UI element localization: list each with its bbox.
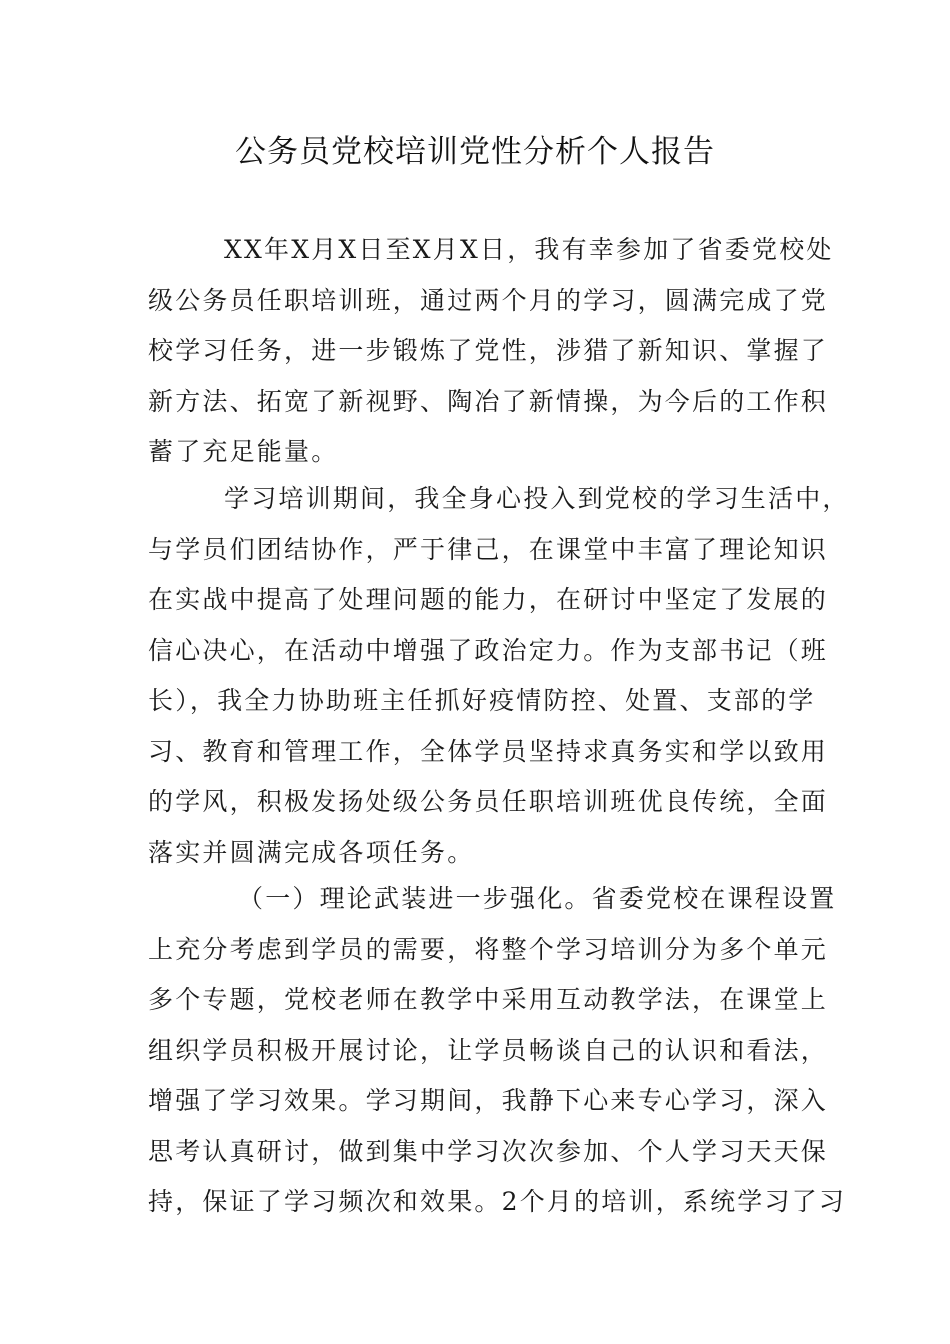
paragraph-3 <box>148 874 847 1228</box>
text-line: 增强了学习效果。学习期间，我静下心来专心学习，深入 <box>148 1086 829 1115</box>
text-line: 思考认真研讨，做到集中学习次次参加、个人学习天天保 <box>148 1136 829 1166</box>
text-line: 蓄了充足能量。 <box>148 437 339 466</box>
text-line: 的学风，积极发扬处级公务员任职培训班优良传统，全面 <box>148 787 829 816</box>
text-line: 新方法、拓宽了新视野、陶冶了新情操，为今后的工作积 <box>148 386 829 416</box>
text-line: 学习培训期间，我全身心投入到党校的学习生活中， <box>224 484 850 513</box>
text-line: 在实战中提高了处理问题的能力，在研讨中坚定了发展的 <box>148 585 829 614</box>
text-line: 持，保证了学习频次和效果。2个月的培训，系统学习了习 <box>148 1187 847 1216</box>
text-line: XX年X月X日至X月X日，我有幸参加了省委党校处 <box>224 235 834 264</box>
text-line: 习、教育和管理工作，全体学员坚持求真务实和学以致用 <box>148 736 829 766</box>
text-line: 落实并圆满完成各项任务。 <box>148 837 475 867</box>
paragraph-1 <box>148 225 834 478</box>
text-line: （一）理论武装进一步强化。省委党校在课程设置 <box>238 884 837 913</box>
text-line: 信心决心，在活动中增强了政治定力。作为支部书记（班 <box>148 635 829 665</box>
text-line: 长），我全力协助班主任抓好疫情防控、处置、支部的学 <box>148 686 816 715</box>
text-line: 多个专题，党校老师在教学中采用互动教学法，在课堂上 <box>148 985 829 1014</box>
text-line: 组织学员积极开展讨论，让学员畅谈自己的认识和看法， <box>148 1035 829 1065</box>
paragraph-2 <box>148 474 850 878</box>
text-line: 校学习任务，进一步锻炼了党性，涉猎了新知识、掌握了 <box>148 336 829 365</box>
text-line: 级公务员任职培训班，通过两个月的学习，圆满完成了党 <box>148 285 829 315</box>
document-title: 公务员党校培训党性分析个人报告 <box>235 134 715 170</box>
text-line: 上充分考虑到学员的需要，将整个学习培训分为多个单元 <box>148 934 829 964</box>
text-line: 与学员们团结协作，严于律己，在课堂中丰富了理论知识 <box>148 534 829 564</box>
